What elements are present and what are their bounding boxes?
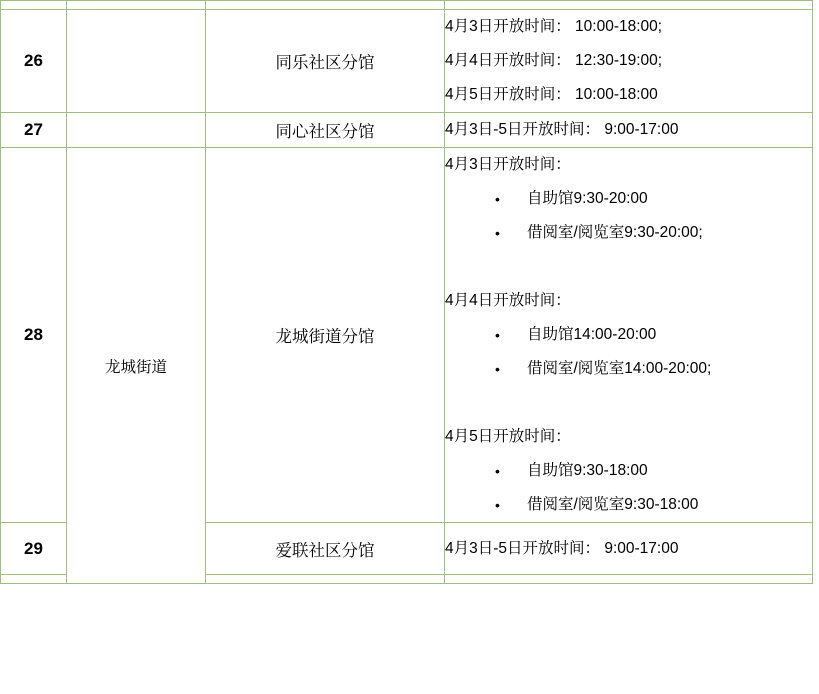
hours-group-header: 4月4日开放时间： <box>445 292 571 309</box>
row-hours-cell <box>445 523 813 575</box>
row-hours-cell <box>445 113 813 148</box>
row-branch-cell <box>206 575 445 584</box>
row-number-cell <box>1 1 67 10</box>
list-item: • 借阅室/阅览室9:30-20:00; <box>445 216 812 250</box>
table-row-partial-top <box>1 1 813 10</box>
hours-bullet-list <box>445 454 812 522</box>
row-hours-cell <box>445 10 813 113</box>
row-branch-cell <box>206 1 445 10</box>
hours-line: 4月4日开放时间： 12:30-19:00; <box>445 52 663 69</box>
row-number-cell: 29 <box>1 523 67 575</box>
row-hours-cell <box>445 148 813 523</box>
spacer <box>445 386 812 420</box>
hours-line: 4月3日-5日开放时间： 9:00-17:00 <box>445 539 679 557</box>
row-street-cell <box>67 10 206 113</box>
hours-bullet-list <box>445 182 812 250</box>
list-item: • 自助馆14:00-20:00 <box>445 318 812 352</box>
row-hours-cell <box>445 1 813 10</box>
row-branch-cell: 同心社区分馆 <box>206 113 445 148</box>
row-number-cell: 27 <box>1 113 67 148</box>
list-item: • 自助馆9:30-20:00 <box>445 182 812 216</box>
row-street-cell: 龙城街道 <box>67 148 206 584</box>
row-street-cell <box>67 113 206 148</box>
row-branch-cell: 爱联社区分馆 <box>206 523 445 575</box>
hours-group-header: 4月3日开放时间： <box>445 156 571 173</box>
row-hours-cell <box>445 575 813 584</box>
row-number-cell <box>1 575 67 584</box>
row-number-cell: 26 <box>1 10 67 113</box>
list-item: • 自助馆9:30-18:00 <box>445 454 812 488</box>
hours-group-header: 4月5日开放时间： <box>445 428 571 445</box>
row-number-cell: 28 <box>1 148 67 523</box>
hours-bullet-list <box>445 318 812 386</box>
hours-line: 4月5日开放时间： 10:00-18:00 <box>445 86 658 103</box>
list-item: • 借阅室/阅览室14:00-20:00; <box>445 352 812 386</box>
list-item: • 借阅室/阅览室9:30-18:00 <box>445 488 812 522</box>
hours-line: 4月3日-5日开放时间： 9:00-17:00 <box>445 121 679 138</box>
row-branch-cell: 同乐社区分馆 <box>206 10 445 113</box>
row-branch-cell: 龙城街道分馆 <box>206 148 445 523</box>
spacer <box>445 250 812 284</box>
table-row <box>1 10 813 113</box>
hours-line: 4月3日开放时间： 10:00-18:00; <box>445 18 663 35</box>
row-street-cell <box>67 1 206 10</box>
table-row <box>1 148 813 523</box>
table-row <box>1 113 813 148</box>
